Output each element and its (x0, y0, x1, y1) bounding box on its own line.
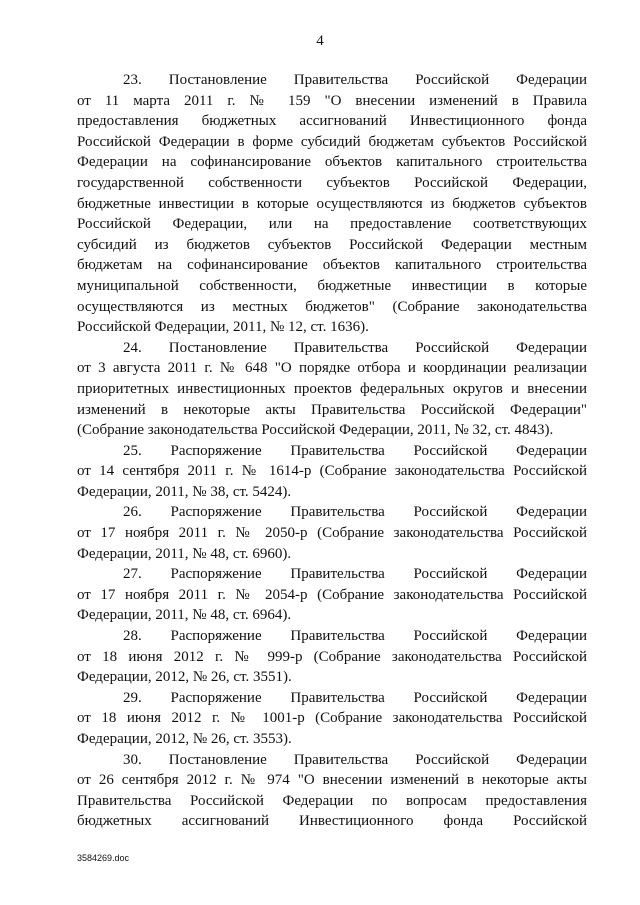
list-item-text-line: Российской Федерации, 2011, № 12, ст. 1636). (77, 319, 369, 336)
list-item (77, 70, 587, 338)
list-item-text-line: Российской Федерации, или на предоставление соответствующих (77, 216, 587, 233)
list-item-text-line: Федерации на софинансирование объектов капитального строительства (77, 154, 587, 171)
document-body (77, 70, 587, 832)
list-item-text-line: бюджетам на софинансирование объектов капитального строительства (77, 257, 587, 274)
list-item-text-line: Федерации, 2011, № 38, ст. 5424). (77, 483, 292, 500)
list-item-text-line: от 18 июня 2012 г. № 999-р (Собрание законодательства Российской (77, 648, 587, 665)
list-item (77, 338, 587, 441)
list-item-heading-line: 23. Постановление Правительства Российской Федерации (123, 72, 587, 88)
list-item-text-line: от 26 сентября 2012 г. № 974 "О внесении изменений в некоторые акты (77, 772, 587, 789)
list-item-heading-line: 26. Распоряжение Правительства Российской Федерации (123, 504, 587, 521)
list-item-heading-line: 25. Распоряжение Правительства Российской Федерации (123, 442, 587, 459)
list-item-text-line: от 3 августа 2011 г. № 648 "О порядке отбора и координации реализации (77, 360, 587, 377)
list-item-text-line: осуществляются из местных бюджетов" (Собрание законодательства (77, 298, 587, 315)
page-number: 4 (316, 33, 324, 49)
list-item-text-line: от 18 июня 2012 г. № 1001-р (Собрание законодательства Российской (77, 710, 587, 727)
list-item (77, 626, 587, 688)
list-item-heading-line: 28. Распоряжение Правительства Российской Федерации (123, 628, 587, 645)
list-item-text-line: Федерации, 2012, № 26, ст. 3551). (77, 669, 292, 686)
list-item (77, 564, 587, 626)
list-item-text-line: предоставления бюджетных ассигнований Инвестиционного фонда (77, 113, 587, 130)
list-item (77, 688, 587, 750)
list-item-text-line: Федерации, 2012, № 26, ст. 3553). (77, 731, 292, 747)
list-item-heading-line: 29. Распоряжение Правительства Российской Федерации (123, 689, 587, 706)
list-item-text-line: от 14 сентября 2011 г. № 1614-р (Собрание законодательства Российской (77, 463, 587, 480)
list-item-text-line: муниципальной собственности, бюджетные инвестиции в которые (77, 277, 587, 294)
list-item-text-line: субсидий из бюджетов субъектов Российской Федерации местным (77, 236, 587, 253)
list-item-heading-line: 24. Постановление Правительства Российской Федерации (123, 339, 587, 356)
list-item-text-line: от 11 марта 2011 г. № 159 "О внесении изменений в Правила (77, 92, 587, 109)
list-item-text-line: бюджетные инвестиции в которые осуществляются из бюджетов субъектов (77, 195, 587, 212)
list-item-text-line: Федерации, 2011, № 48, ст. 6964). (77, 607, 292, 624)
list-item-text-line: бюджетных ассигнований Инвестиционного фонда Российской (77, 813, 587, 830)
list-item (77, 750, 587, 832)
list-item-text-line: от 17 ноября 2011 г. № 2050-р (Собрание законодательства Российской (77, 525, 587, 542)
list-item-text-line: от 17 ноября 2011 г. № 2054-р (Собрание законодательства Российской (77, 586, 587, 603)
list-item-text-line: Правительства Российской Федерации по вопросам предоставления (77, 792, 587, 809)
list-item-text-line: приоритетных инвестиционных проектов федеральных округов и внесении (77, 380, 587, 397)
file-name-footer: 3584269.doc (77, 853, 130, 863)
list-item-heading-line: 30. Постановление Правительства Российской Федерации (123, 751, 587, 768)
list-item-text-line: государственной собственности субъектов Российской Федерации, (77, 174, 587, 191)
list-item-text-line: Федерации, 2011, № 48, ст. 6960). (77, 545, 292, 562)
list-item-text-line: Российской Федерации в форме субсидий бюджетам субъектов Российской (77, 133, 587, 150)
list-item (77, 441, 587, 503)
list-item-text-line: изменений в некоторые акты Правительства Российской Федерации" (77, 401, 587, 418)
list-item-heading-line: 27. Распоряжение Правительства Российской Федерации (123, 566, 587, 583)
list-item-text-line: (Собрание законодательства Российской Федерации, 2011, № 32, ст. 4843). (77, 422, 554, 439)
list-item (77, 502, 587, 564)
